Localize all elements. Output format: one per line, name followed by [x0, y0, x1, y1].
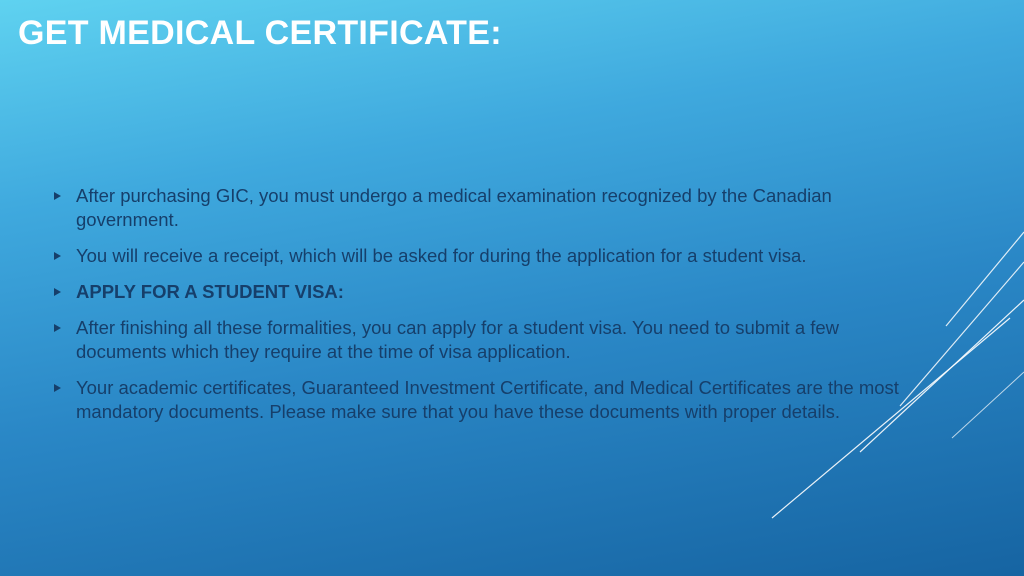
deco-line: [946, 232, 1024, 326]
bullet-item: [52, 184, 902, 232]
triangle-right-icon: [54, 384, 61, 392]
slide-title: GET MEDICAL CERTIFICATE:: [18, 14, 502, 52]
triangle-right-icon: [54, 288, 61, 296]
triangle-right-icon: [54, 192, 61, 200]
bullet-text: After purchasing GIC, you must undergo a medical examination recognized by the Canadian government.: [76, 185, 832, 230]
deco-line: [900, 262, 1024, 406]
bullet-list: [52, 184, 902, 436]
bullet-heading-text: APPLY FOR A STUDENT VISA:: [76, 281, 344, 302]
bullet-text: Your academic certificates, Guaranteed Investment Certificate, and Medical Certificates are the most mandatory documents. Please make sure that you have these documents with proper details.: [76, 377, 899, 422]
bullet-text: You will receive a receipt, which will be asked for during the application for a student visa.: [76, 245, 807, 266]
triangle-right-icon: [54, 324, 61, 332]
bullet-item-heading: [52, 280, 902, 304]
bullet-item: [52, 316, 902, 364]
bullet-item: [52, 244, 902, 268]
deco-line: [952, 372, 1024, 438]
bullet-item: [52, 376, 902, 424]
bullet-text: After finishing all these formalities, you can apply for a student visa. You need to submit a few documents which they require at the time of visa application.: [76, 317, 840, 362]
triangle-right-icon: [54, 252, 61, 260]
